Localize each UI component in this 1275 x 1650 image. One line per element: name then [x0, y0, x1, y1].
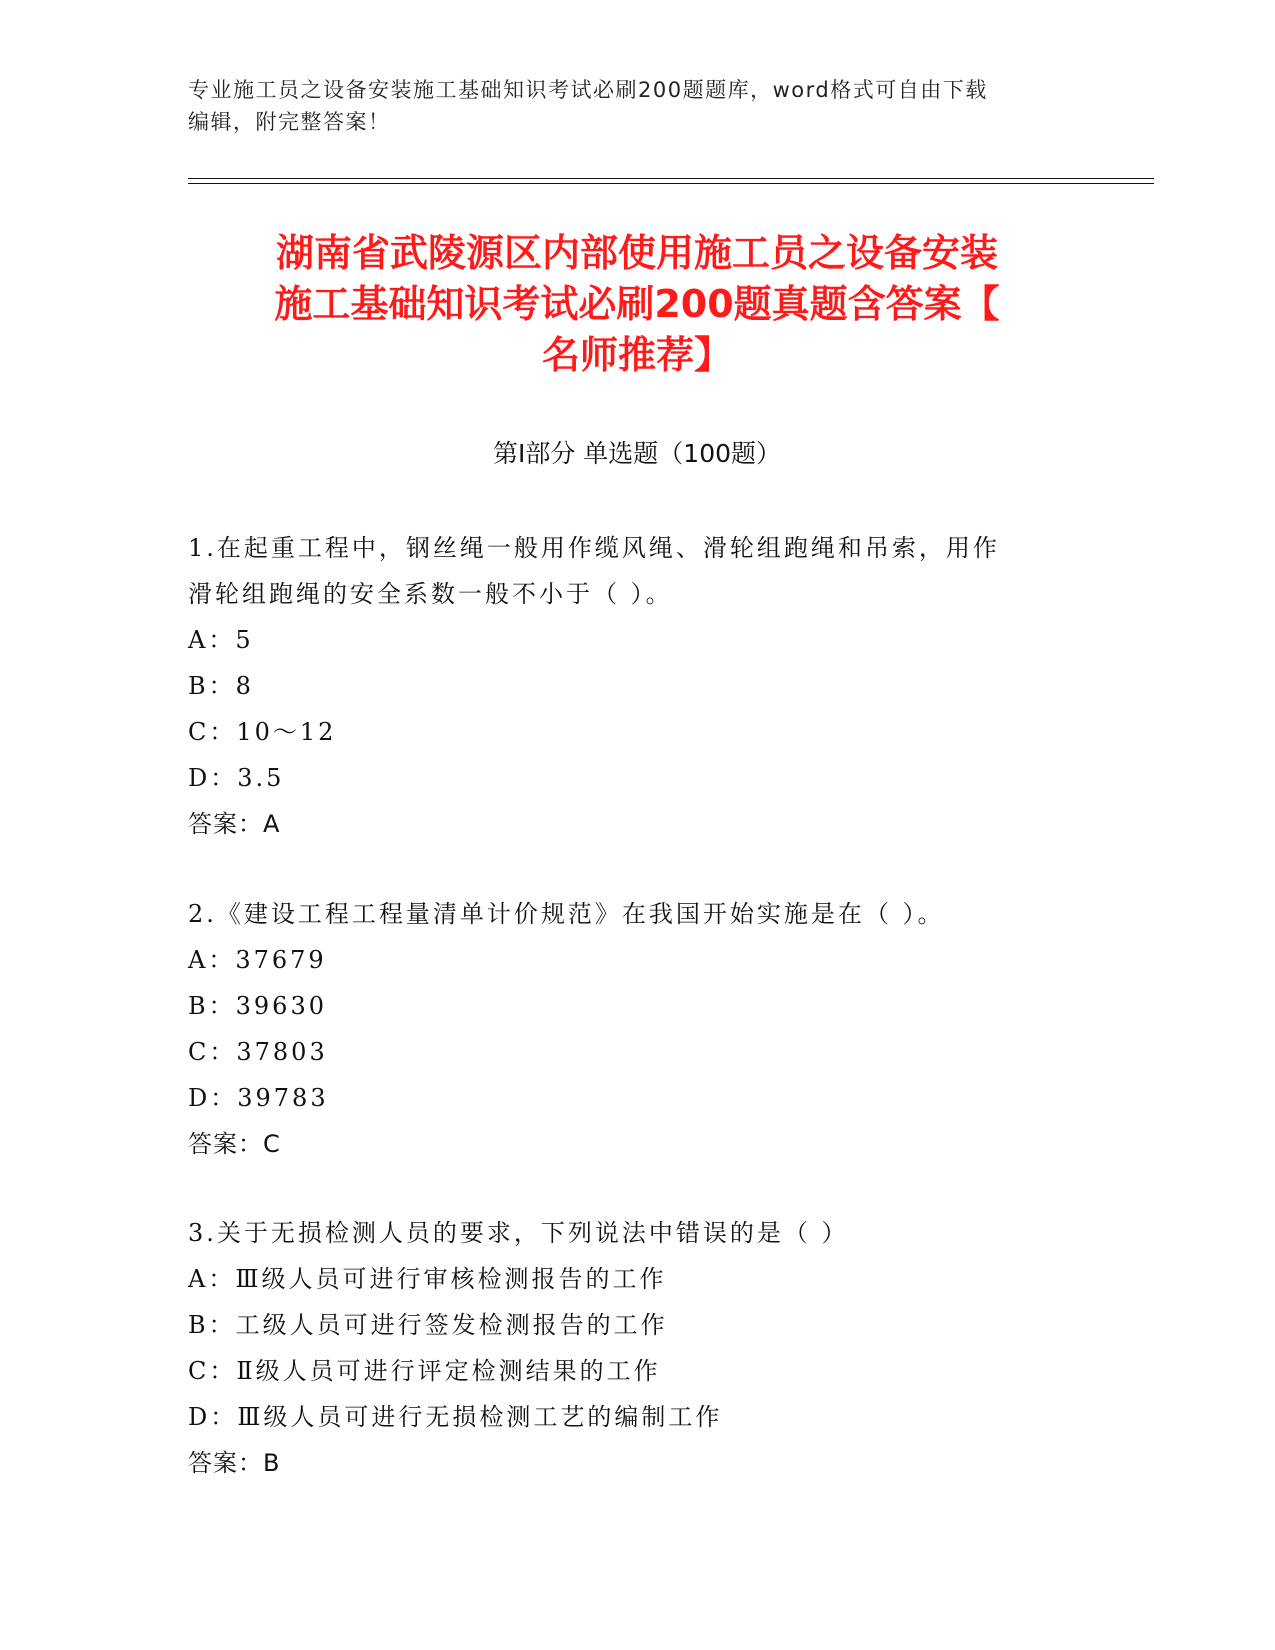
header-note-line-1: 专业施工员之设备安装施工基础知识考试必刷200题题库，word格式可自由下载 — [188, 78, 988, 102]
answer: 答案：A — [188, 810, 281, 838]
question-3 — [188, 1210, 1068, 1486]
question-1 — [188, 525, 1068, 847]
document-title-line-2: 施工基础知识考试必刷200题真题含答案【 — [274, 282, 1000, 326]
question-stem-line-1: 3.关于无损检测人员的要求，下列说法中错误的是（ ） — [188, 1219, 849, 1247]
option-b: B：39630 — [188, 992, 327, 1020]
option-c: C：Ⅱ级人员可进行评定检测结果的工作 — [188, 1357, 661, 1385]
option-b: B：工级人员可进行签发检测报告的工作 — [188, 1311, 668, 1339]
answer: 答案：C — [188, 1130, 281, 1158]
document-title-line-3: 名师推荐】 — [541, 333, 732, 377]
option-a: A：37679 — [188, 946, 327, 974]
option-a: A：5 — [188, 626, 254, 654]
question-2 — [188, 891, 1068, 1167]
header-divider-top — [188, 178, 1154, 179]
option-d: D：39783 — [188, 1084, 329, 1112]
document-title — [188, 228, 1086, 381]
question-stem-line-1: 2.《建设工程工程量清单计价规范》在我国开始实施是在（ ）。 — [188, 900, 945, 928]
question-stem-line-2: 滑轮组跑绳的安全系数一般不小于（ ）。 — [188, 580, 673, 608]
answer: 答案：B — [188, 1449, 281, 1477]
option-c: C：10～12 — [188, 718, 337, 746]
question-stem-line-1: 1.在起重工程中，钢丝绳一般用作缆风绳、滑轮组跑绳和吊索，用作 — [188, 534, 1000, 562]
document-title-line-1: 湖南省武陵源区内部使用施工员之设备安装 — [275, 231, 998, 275]
header-note-line-2: 编辑，附完整答案！ — [188, 110, 391, 134]
option-c: C：37803 — [188, 1038, 328, 1066]
header-note — [188, 74, 1068, 138]
option-a: A：Ⅲ级人员可进行审核检测报告的工作 — [188, 1265, 667, 1293]
option-d: D：Ⅲ级人员可进行无损检测工艺的编制工作 — [188, 1403, 723, 1431]
option-d: D：3.5 — [188, 764, 285, 792]
section-heading: 第I部分 单选题（100题） — [492, 439, 782, 468]
option-b: B：8 — [188, 672, 254, 700]
header-divider-bottom — [188, 183, 1154, 184]
